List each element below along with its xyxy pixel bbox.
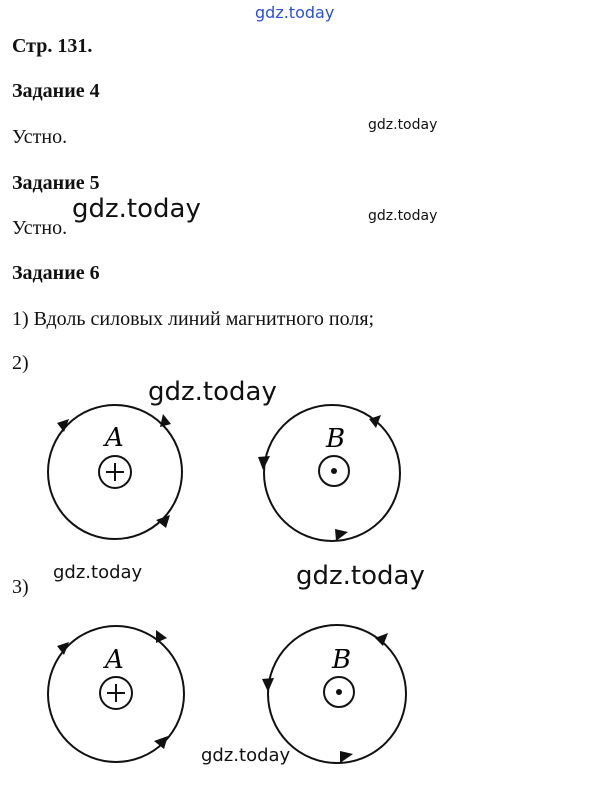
task-5-answer: Устно.: [12, 217, 68, 239]
task-6-item-2-label: 2): [12, 352, 29, 374]
task-4-title: Задание 4: [12, 80, 100, 102]
watermark: gdz.today: [148, 377, 277, 407]
watermark-top: gdz.today: [255, 3, 335, 22]
arrow-icon: [154, 736, 168, 749]
arrow-icon: [156, 515, 170, 528]
watermark: gdz.today: [72, 194, 201, 224]
label-b: B: [332, 645, 352, 675]
task-6-item-1: 1) Вдоль силовых линий магнитного поля;: [12, 308, 375, 330]
watermark: gdz.today: [368, 117, 438, 133]
label-b: B: [326, 424, 346, 454]
arrow-icon: [57, 642, 69, 655]
watermark: gdz.today: [201, 745, 291, 766]
watermark: gdz.today: [368, 208, 438, 224]
arrow-icon: [160, 414, 171, 427]
watermark: gdz.today: [296, 561, 425, 591]
task-6-item-3-label: 3): [12, 576, 29, 598]
task-5-title: Задание 5: [12, 172, 100, 194]
arrow-icon: [258, 456, 270, 470]
arrow-icon: [156, 630, 167, 643]
figure-2: [0, 380, 589, 560]
figure-3: [0, 620, 589, 790]
page-reference: Стр. 131.: [12, 35, 93, 57]
arrow-icon: [262, 678, 274, 692]
label-a: A: [105, 423, 124, 453]
task-4-answer: Устно.: [12, 126, 68, 148]
task-6-title: Задание 6: [12, 262, 100, 284]
arrow-icon: [375, 633, 388, 646]
label-a: A: [105, 645, 124, 675]
watermark: gdz.today: [53, 562, 143, 583]
